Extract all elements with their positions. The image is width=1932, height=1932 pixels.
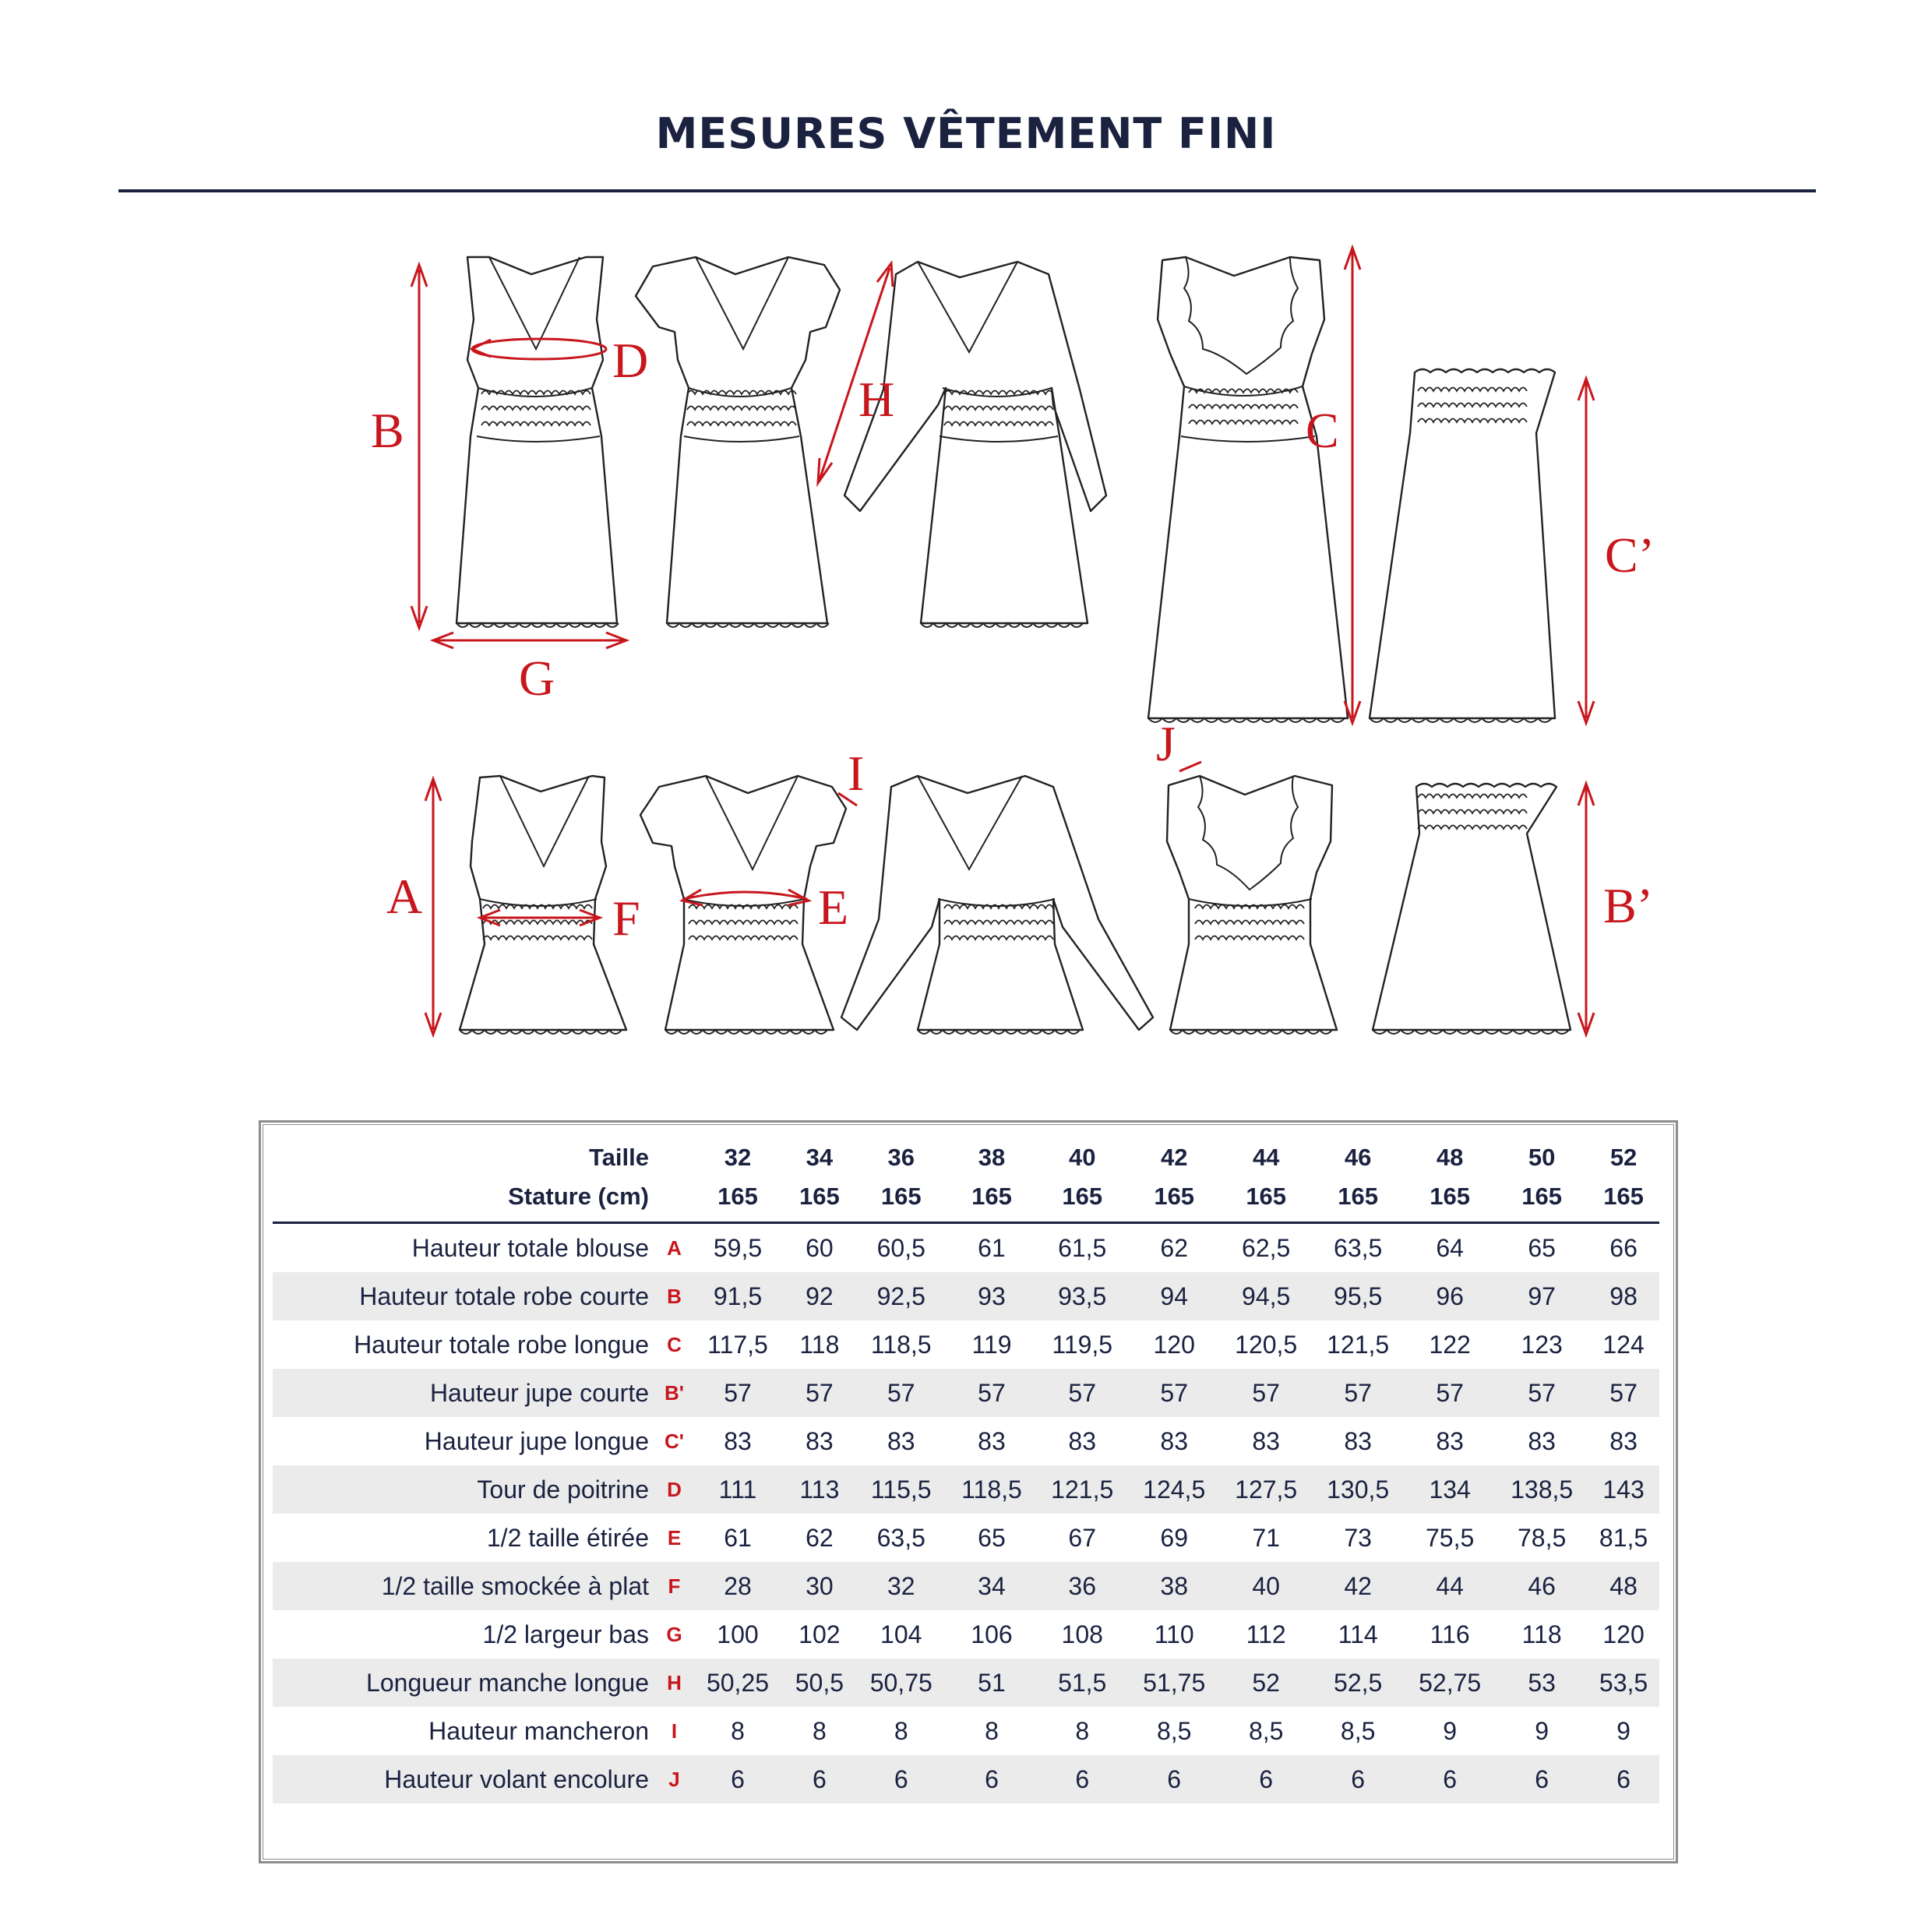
measure-value: 67	[1036, 1514, 1128, 1562]
blouse-ruffle	[1167, 776, 1337, 1034]
measure-value: 73	[1312, 1514, 1404, 1562]
measure-value: 32	[855, 1562, 947, 1610]
measure-value: 83	[1588, 1417, 1659, 1465]
measure-value: 83	[1312, 1417, 1404, 1465]
measure-name: 1/2 taille étirée	[273, 1514, 657, 1562]
label-H: H	[858, 372, 895, 427]
measure-name: Hauteur totale robe longue	[273, 1320, 657, 1369]
header-size: 38	[978, 1144, 1006, 1171]
table-row	[273, 1610, 1659, 1659]
measure-code: C	[657, 1320, 692, 1369]
measure-value: 44	[1404, 1562, 1496, 1610]
measure-value: 51	[947, 1659, 1036, 1707]
measure-value: 134	[1404, 1465, 1496, 1514]
measure-value: 61	[947, 1223, 1036, 1273]
measure-value: 115,5	[855, 1465, 947, 1514]
measure-value: 66	[1588, 1223, 1659, 1273]
measure-value: 97	[1496, 1272, 1588, 1320]
measure-value: 119	[947, 1320, 1036, 1369]
measure-value: 112	[1220, 1610, 1312, 1659]
header-stature: 165	[1036, 1172, 1128, 1223]
header-stature: 165	[1588, 1172, 1659, 1223]
measure-value: 114	[1312, 1610, 1404, 1659]
measure-value: 83	[692, 1417, 784, 1465]
measure-name: Longueur manche longue	[273, 1659, 657, 1707]
header-stature: 165	[1496, 1172, 1588, 1223]
measure-code: B'	[657, 1369, 692, 1417]
measure-value: 94,5	[1220, 1272, 1312, 1320]
measure-value: 57	[1404, 1369, 1496, 1417]
blouse-long-sleeve	[841, 776, 1153, 1034]
dimension-C-prime	[1578, 379, 1655, 723]
measure-value: 124,5	[1128, 1465, 1220, 1514]
measure-value: 6	[1496, 1755, 1588, 1803]
dimension-G	[433, 633, 626, 706]
measure-value: 122	[1404, 1320, 1496, 1369]
header-size: 46	[1344, 1144, 1372, 1171]
measure-name: Hauteur totale blouse	[273, 1223, 657, 1273]
measure-value: 48	[1588, 1562, 1659, 1610]
measure-value: 6	[1312, 1755, 1404, 1803]
measure-name: Hauteur jupe longue	[273, 1417, 657, 1465]
measure-value: 121,5	[1036, 1465, 1128, 1514]
header-stature: 165	[1312, 1172, 1404, 1223]
measure-code: H	[657, 1659, 692, 1707]
measure-value: 52,5	[1312, 1659, 1404, 1707]
measure-value: 57	[1312, 1369, 1404, 1417]
measure-value: 143	[1588, 1465, 1659, 1514]
table-row	[273, 1272, 1659, 1320]
measure-value: 60,5	[855, 1223, 947, 1273]
measure-value: 6	[1220, 1755, 1312, 1803]
measure-value: 83	[1036, 1417, 1128, 1465]
measure-value: 83	[1128, 1417, 1220, 1465]
measure-value: 102	[784, 1610, 855, 1659]
measure-value: 38	[1128, 1562, 1220, 1610]
measure-value: 104	[855, 1610, 947, 1659]
measure-name: Hauteur volant encolure	[273, 1755, 657, 1803]
measure-value: 63,5	[855, 1514, 947, 1562]
measure-code: G	[657, 1610, 692, 1659]
measure-code: J	[657, 1755, 692, 1803]
measure-value: 61,5	[1036, 1223, 1128, 1273]
measure-code: C'	[657, 1417, 692, 1465]
measure-value: 6	[692, 1755, 784, 1803]
measure-name: 1/2 taille smockée à plat	[273, 1562, 657, 1610]
dimension-B-prime	[1578, 784, 1653, 1035]
measure-value: 120	[1588, 1610, 1659, 1659]
header-stature: 165	[947, 1172, 1036, 1223]
label-C-prime: C’	[1605, 527, 1655, 583]
measure-value: 57	[1220, 1369, 1312, 1417]
header-size: 52	[1609, 1144, 1638, 1171]
measure-value: 62,5	[1220, 1223, 1312, 1273]
measure-value: 91,5	[692, 1272, 784, 1320]
table-row	[273, 1320, 1659, 1369]
measure-value: 123	[1496, 1320, 1588, 1369]
measure-value: 120	[1128, 1320, 1220, 1369]
dimension-A	[386, 779, 441, 1035]
measure-value: 6	[947, 1755, 1036, 1803]
measure-value: 81,5	[1588, 1514, 1659, 1562]
measure-value: 63,5	[1312, 1223, 1404, 1273]
table-header-stature	[273, 1172, 1659, 1223]
measure-value: 118,5	[855, 1320, 947, 1369]
measure-value: 124	[1588, 1320, 1659, 1369]
measure-value: 100	[692, 1610, 784, 1659]
measure-value: 117,5	[692, 1320, 784, 1369]
table-row	[273, 1755, 1659, 1803]
measure-value: 42	[1312, 1562, 1404, 1610]
measure-value: 130,5	[1312, 1465, 1404, 1514]
measure-value: 98	[1588, 1272, 1659, 1320]
measure-value: 83	[784, 1417, 855, 1465]
blouse-sleeveless	[460, 776, 626, 1034]
measure-value: 6	[855, 1755, 947, 1803]
measure-value: 50,75	[855, 1659, 947, 1707]
measure-value: 52	[1220, 1659, 1312, 1707]
measure-value: 83	[855, 1417, 947, 1465]
measure-value: 6	[1588, 1755, 1659, 1803]
measure-value: 119,5	[1036, 1320, 1128, 1369]
measure-value: 118,5	[947, 1465, 1036, 1514]
measure-value: 92,5	[855, 1272, 947, 1320]
measure-code: A	[657, 1223, 692, 1273]
table-row	[273, 1514, 1659, 1562]
measure-value: 65	[1496, 1223, 1588, 1273]
dress-short-long-sleeve	[844, 262, 1106, 627]
header-size: 34	[806, 1144, 834, 1171]
label-G: G	[519, 650, 555, 706]
header-size: 48	[1436, 1144, 1464, 1171]
measure-code: F	[657, 1562, 692, 1610]
label-B-prime: B’	[1603, 878, 1653, 933]
measure-code: B	[657, 1272, 692, 1320]
measure-value: 57	[692, 1369, 784, 1417]
measure-value: 8,5	[1220, 1707, 1312, 1755]
measure-value: 8	[855, 1707, 947, 1755]
label-E: E	[818, 880, 849, 935]
measure-value: 57	[947, 1369, 1036, 1417]
measure-code: I	[657, 1707, 692, 1755]
measure-value: 116	[1404, 1610, 1496, 1659]
measure-value: 53	[1496, 1659, 1588, 1707]
measure-value: 53,5	[1588, 1659, 1659, 1707]
label-A: A	[386, 869, 423, 924]
label-C: C	[1306, 403, 1339, 458]
measure-value: 9	[1588, 1707, 1659, 1755]
dress-long-ruffle	[1148, 257, 1348, 722]
dimension-J	[1156, 716, 1201, 771]
measure-value: 106	[947, 1610, 1036, 1659]
measure-value: 36	[1036, 1562, 1128, 1610]
measure-value: 113	[784, 1465, 855, 1514]
measure-value: 93	[947, 1272, 1036, 1320]
measure-value: 96	[1404, 1272, 1496, 1320]
measure-value: 8	[1036, 1707, 1128, 1755]
measure-value: 110	[1128, 1610, 1220, 1659]
measure-value: 28	[692, 1562, 784, 1610]
label-J: J	[1156, 716, 1176, 771]
measure-value: 50,5	[784, 1659, 855, 1707]
measure-value: 83	[1220, 1417, 1312, 1465]
measure-value: 83	[1496, 1417, 1588, 1465]
dress-short-sleeveless	[457, 257, 619, 627]
header-stature-label: Stature (cm)	[273, 1172, 657, 1223]
measure-value: 61	[692, 1514, 784, 1562]
measure-name: Tour de poitrine	[273, 1465, 657, 1514]
measure-value: 57	[784, 1369, 855, 1417]
measure-value: 8,5	[1128, 1707, 1220, 1755]
measure-value: 92	[784, 1272, 855, 1320]
header-stature: 165	[784, 1172, 855, 1223]
dimension-I	[838, 746, 864, 806]
measure-value: 8,5	[1312, 1707, 1404, 1755]
measure-value: 57	[855, 1369, 947, 1417]
measure-name: 1/2 largeur bas	[273, 1610, 657, 1659]
measure-value: 34	[947, 1562, 1036, 1610]
label-D: D	[612, 333, 649, 388]
measure-value: 57	[1588, 1369, 1659, 1417]
measure-code: E	[657, 1514, 692, 1562]
measure-value: 83	[1404, 1417, 1496, 1465]
measure-value: 71	[1220, 1514, 1312, 1562]
measure-value: 46	[1496, 1562, 1588, 1610]
measure-value: 51,5	[1036, 1659, 1128, 1707]
measure-name: Hauteur mancheron	[273, 1707, 657, 1755]
measure-value: 83	[947, 1417, 1036, 1465]
header-size: 50	[1528, 1144, 1556, 1171]
label-I: I	[848, 746, 865, 801]
header-stature: 165	[692, 1172, 784, 1223]
skirt-short	[1373, 784, 1571, 1034]
measure-value: 95,5	[1312, 1272, 1404, 1320]
header-size: 32	[724, 1144, 752, 1171]
header-stature: 165	[1220, 1172, 1312, 1223]
measure-value: 9	[1404, 1707, 1496, 1755]
measure-code: D	[657, 1465, 692, 1514]
measure-value: 127,5	[1220, 1465, 1312, 1514]
measure-value: 118	[1496, 1610, 1588, 1659]
measure-value: 50,25	[692, 1659, 784, 1707]
header-size: 36	[887, 1144, 915, 1171]
measure-value: 64	[1404, 1223, 1496, 1273]
measure-value: 6	[784, 1755, 855, 1803]
skirt-long	[1370, 369, 1555, 722]
measure-value: 111	[692, 1465, 784, 1514]
header-size: 44	[1252, 1144, 1280, 1171]
table-row	[273, 1417, 1659, 1465]
measure-value: 8	[784, 1707, 855, 1755]
measure-value: 8	[947, 1707, 1036, 1755]
measure-value: 57	[1496, 1369, 1588, 1417]
table-row	[273, 1659, 1659, 1707]
measure-value: 6	[1404, 1755, 1496, 1803]
measure-value: 93,5	[1036, 1272, 1128, 1320]
dimension-B	[371, 265, 427, 628]
page-title: MESURES VÊTEMENT FINI	[655, 109, 1277, 158]
measure-name: Hauteur jupe courte	[273, 1369, 657, 1417]
measure-value: 108	[1036, 1610, 1128, 1659]
dress-short-flutter-sleeve	[636, 257, 840, 627]
table-row	[273, 1369, 1659, 1417]
header-size: 40	[1068, 1144, 1096, 1171]
measure-value: 9	[1496, 1707, 1588, 1755]
measure-value: 60	[784, 1223, 855, 1273]
blouse-flutter-sleeve	[640, 776, 849, 1034]
table-row	[273, 1465, 1659, 1514]
measure-value: 120,5	[1220, 1320, 1312, 1369]
size-table	[273, 1128, 1659, 1803]
header-taille-label: Taille	[589, 1144, 649, 1171]
measure-value: 6	[1036, 1755, 1128, 1803]
table-row	[273, 1562, 1659, 1610]
measure-value: 94	[1128, 1272, 1220, 1320]
measure-value: 69	[1128, 1514, 1220, 1562]
measure-value: 57	[1036, 1369, 1128, 1417]
measure-value: 59,5	[692, 1223, 784, 1273]
table-header-taille	[273, 1128, 1659, 1172]
measure-value: 65	[947, 1514, 1036, 1562]
measure-value: 138,5	[1496, 1465, 1588, 1514]
measure-value: 30	[784, 1562, 855, 1610]
header-stature: 165	[855, 1172, 947, 1223]
measure-value: 121,5	[1312, 1320, 1404, 1369]
header-size: 42	[1160, 1144, 1188, 1171]
measure-value: 6	[1128, 1755, 1220, 1803]
label-F: F	[612, 890, 640, 946]
measure-value: 118	[784, 1320, 855, 1369]
measure-value: 75,5	[1404, 1514, 1496, 1562]
measure-value: 78,5	[1496, 1514, 1588, 1562]
measure-value: 62	[1128, 1223, 1220, 1273]
measure-value: 8	[692, 1707, 784, 1755]
measure-name: Hauteur totale robe courte	[273, 1272, 657, 1320]
measure-value: 52,75	[1404, 1659, 1496, 1707]
measure-value: 51,75	[1128, 1659, 1220, 1707]
measure-value: 62	[784, 1514, 855, 1562]
table-row	[273, 1223, 1659, 1273]
header-stature: 165	[1128, 1172, 1220, 1223]
header-stature: 165	[1404, 1172, 1496, 1223]
measure-value: 40	[1220, 1562, 1312, 1610]
table-row	[273, 1707, 1659, 1755]
label-B: B	[371, 403, 404, 458]
measure-value: 57	[1128, 1369, 1220, 1417]
